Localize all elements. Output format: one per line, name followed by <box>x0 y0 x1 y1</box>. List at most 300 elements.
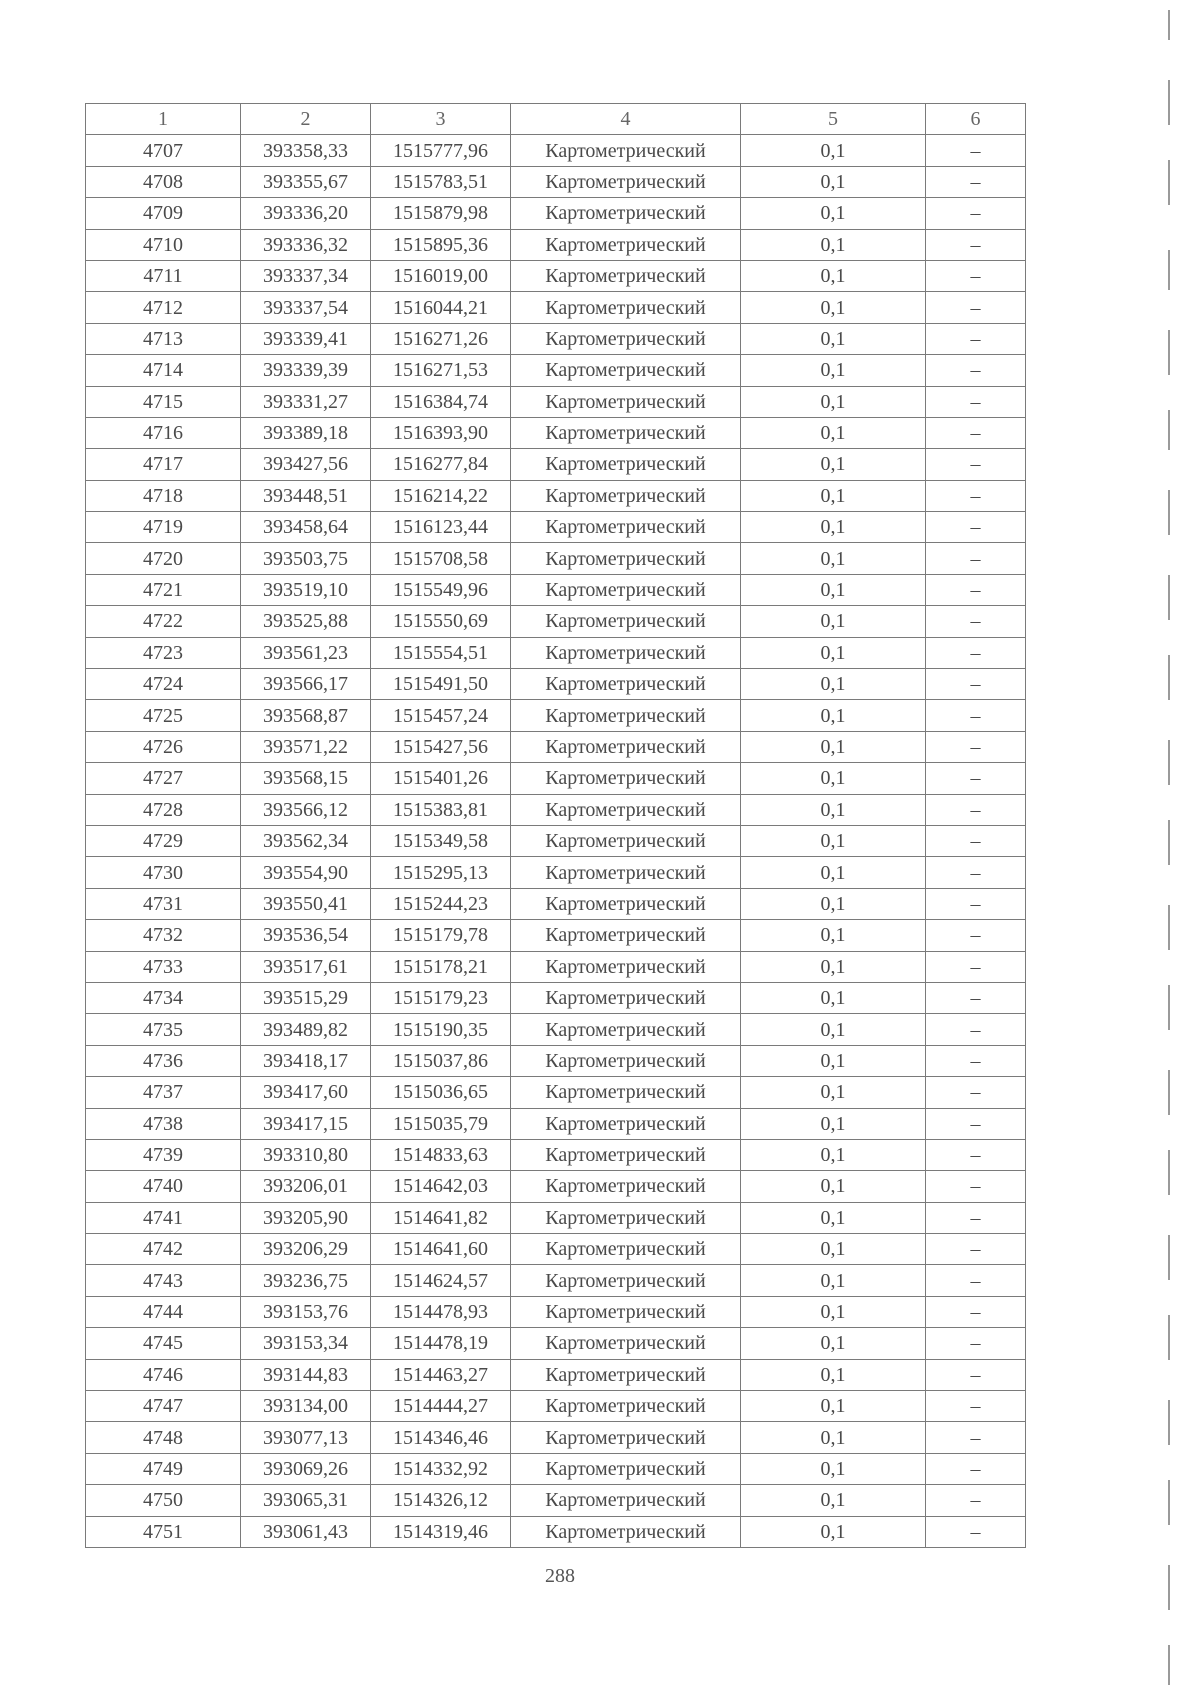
accuracy-cell: 0,1 <box>741 292 926 323</box>
coord-x-cell: 393339,41 <box>241 323 371 354</box>
scan-mark <box>1168 985 1170 1030</box>
header-cell-6: 6 <box>926 104 1026 135</box>
note-cell: – <box>926 1391 1026 1422</box>
table-row <box>86 1234 1026 1265</box>
accuracy-cell: 0,1 <box>741 417 926 448</box>
accuracy-cell: 0,1 <box>741 512 926 543</box>
point-number-cell: 4740 <box>86 1171 241 1202</box>
method-cell: Картометрический <box>511 198 741 229</box>
note-cell: – <box>926 574 1026 605</box>
method-cell: Картометрический <box>511 888 741 919</box>
table-row <box>86 166 1026 197</box>
note-cell: – <box>926 198 1026 229</box>
table-row <box>86 920 1026 951</box>
coord-y-cell: 1515383,81 <box>371 794 511 825</box>
table-row <box>86 700 1026 731</box>
coord-x-cell: 393568,87 <box>241 700 371 731</box>
note-cell: – <box>926 951 1026 982</box>
note-cell: – <box>926 794 1026 825</box>
coord-y-cell: 1514478,19 <box>371 1328 511 1359</box>
table-row <box>86 1171 1026 1202</box>
scan-mark <box>1168 575 1170 620</box>
coord-x-cell: 393065,31 <box>241 1485 371 1516</box>
note-cell: – <box>926 982 1026 1013</box>
accuracy-cell: 0,1 <box>741 166 926 197</box>
table-row <box>86 1391 1026 1422</box>
method-cell: Картометрический <box>511 292 741 323</box>
coord-x-cell: 393337,34 <box>241 260 371 291</box>
accuracy-cell: 0,1 <box>741 888 926 919</box>
table-row <box>86 731 1026 762</box>
coord-y-cell: 1516044,21 <box>371 292 511 323</box>
method-cell: Картометрический <box>511 355 741 386</box>
point-number-cell: 4749 <box>86 1453 241 1484</box>
coord-y-cell: 1515035,79 <box>371 1108 511 1139</box>
coord-y-cell: 1514624,57 <box>371 1265 511 1296</box>
point-number-cell: 4715 <box>86 386 241 417</box>
accuracy-cell: 0,1 <box>741 1453 926 1484</box>
table-row <box>86 637 1026 668</box>
coord-y-cell: 1514326,12 <box>371 1485 511 1516</box>
method-cell: Картометрический <box>511 166 741 197</box>
coord-x-cell: 393525,88 <box>241 606 371 637</box>
coord-x-cell: 393571,22 <box>241 731 371 762</box>
coord-x-cell: 393568,15 <box>241 763 371 794</box>
accuracy-cell: 0,1 <box>741 1045 926 1076</box>
accuracy-cell: 0,1 <box>741 982 926 1013</box>
coord-y-cell: 1516271,26 <box>371 323 511 354</box>
method-cell: Картометрический <box>511 449 741 480</box>
point-number-cell: 4747 <box>86 1391 241 1422</box>
coord-x-cell: 393358,33 <box>241 135 371 166</box>
accuracy-cell: 0,1 <box>741 794 926 825</box>
coord-y-cell: 1515190,35 <box>371 1014 511 1045</box>
coord-x-cell: 393206,01 <box>241 1171 371 1202</box>
header-cell-4: 4 <box>511 104 741 135</box>
point-number-cell: 4716 <box>86 417 241 448</box>
point-number-cell: 4738 <box>86 1108 241 1139</box>
table-row <box>86 1296 1026 1327</box>
note-cell: – <box>926 1328 1026 1359</box>
accuracy-cell: 0,1 <box>741 198 926 229</box>
accuracy-cell: 0,1 <box>741 1265 926 1296</box>
point-number-cell: 4710 <box>86 229 241 260</box>
scan-mark <box>1168 1480 1170 1525</box>
point-number-cell: 4709 <box>86 198 241 229</box>
coord-y-cell: 1516277,84 <box>371 449 511 480</box>
method-cell: Картометрический <box>511 135 741 166</box>
note-cell: – <box>926 386 1026 417</box>
method-cell: Картометрический <box>511 1171 741 1202</box>
point-number-cell: 4720 <box>86 543 241 574</box>
accuracy-cell: 0,1 <box>741 606 926 637</box>
coord-x-cell: 393458,64 <box>241 512 371 543</box>
accuracy-cell: 0,1 <box>741 1077 926 1108</box>
accuracy-cell: 0,1 <box>741 1485 926 1516</box>
note-cell: – <box>926 449 1026 480</box>
accuracy-cell: 0,1 <box>741 637 926 668</box>
scan-mark <box>1168 250 1170 290</box>
header-cell-5: 5 <box>741 104 926 135</box>
method-cell: Картометрический <box>511 731 741 762</box>
coord-y-cell: 1516214,22 <box>371 480 511 511</box>
point-number-cell: 4727 <box>86 763 241 794</box>
point-number-cell: 4748 <box>86 1422 241 1453</box>
method-cell: Картометрический <box>511 1296 741 1327</box>
header-row <box>86 104 1026 135</box>
coord-x-cell: 393236,75 <box>241 1265 371 1296</box>
method-cell: Картометрический <box>511 1328 741 1359</box>
accuracy-cell: 0,1 <box>741 731 926 762</box>
coord-x-cell: 393554,90 <box>241 857 371 888</box>
coord-y-cell: 1515491,50 <box>371 669 511 700</box>
table-row <box>86 606 1026 637</box>
coord-x-cell: 393566,17 <box>241 669 371 700</box>
point-number-cell: 4743 <box>86 1265 241 1296</box>
coord-y-cell: 1516393,90 <box>371 417 511 448</box>
accuracy-cell: 0,1 <box>741 449 926 480</box>
table-row <box>86 1108 1026 1139</box>
scan-mark <box>1168 1400 1170 1445</box>
table-row <box>86 1328 1026 1359</box>
note-cell: – <box>926 417 1026 448</box>
accuracy-cell: 0,1 <box>741 135 926 166</box>
method-cell: Картометрический <box>511 386 741 417</box>
method-cell: Картометрический <box>511 512 741 543</box>
header-cell-2: 2 <box>241 104 371 135</box>
coord-x-cell: 393355,67 <box>241 166 371 197</box>
point-number-cell: 4725 <box>86 700 241 731</box>
point-number-cell: 4739 <box>86 1139 241 1170</box>
note-cell: – <box>926 1453 1026 1484</box>
coord-y-cell: 1515036,65 <box>371 1077 511 1108</box>
note-cell: – <box>926 888 1026 919</box>
table-row <box>86 386 1026 417</box>
table-header <box>86 104 1026 135</box>
coordinates-table <box>85 103 1026 1548</box>
scan-mark <box>1168 905 1170 950</box>
point-number-cell: 4718 <box>86 480 241 511</box>
method-cell: Картометрический <box>511 982 741 1013</box>
note-cell: – <box>926 920 1026 951</box>
coord-y-cell: 1514463,27 <box>371 1359 511 1390</box>
accuracy-cell: 0,1 <box>741 920 926 951</box>
accuracy-cell: 0,1 <box>741 1328 926 1359</box>
note-cell: – <box>926 1171 1026 1202</box>
table-row <box>86 982 1026 1013</box>
header-cell-1: 1 <box>86 104 241 135</box>
table-row <box>86 480 1026 511</box>
accuracy-cell: 0,1 <box>741 1202 926 1233</box>
table-row <box>86 260 1026 291</box>
coord-x-cell: 393134,00 <box>241 1391 371 1422</box>
method-cell: Картометрический <box>511 260 741 291</box>
coord-x-cell: 393519,10 <box>241 574 371 605</box>
point-number-cell: 4711 <box>86 260 241 291</box>
coord-x-cell: 393418,17 <box>241 1045 371 1076</box>
scan-mark <box>1168 1315 1170 1360</box>
table-row <box>86 1202 1026 1233</box>
table-row <box>86 449 1026 480</box>
point-number-cell: 4745 <box>86 1328 241 1359</box>
accuracy-cell: 0,1 <box>741 857 926 888</box>
accuracy-cell: 0,1 <box>741 1171 926 1202</box>
coord-y-cell: 1515554,51 <box>371 637 511 668</box>
table-row <box>86 1014 1026 1045</box>
coord-y-cell: 1515295,13 <box>371 857 511 888</box>
coord-x-cell: 393417,15 <box>241 1108 371 1139</box>
accuracy-cell: 0,1 <box>741 825 926 856</box>
table-row <box>86 198 1026 229</box>
point-number-cell: 4730 <box>86 857 241 888</box>
point-number-cell: 4713 <box>86 323 241 354</box>
coord-x-cell: 393448,51 <box>241 480 371 511</box>
coord-y-cell: 1515549,96 <box>371 574 511 605</box>
coord-y-cell: 1514641,60 <box>371 1234 511 1265</box>
page-number: 288 <box>545 1565 575 1587</box>
point-number-cell: 4708 <box>86 166 241 197</box>
table-row <box>86 1422 1026 1453</box>
note-cell: – <box>926 1045 1026 1076</box>
coord-x-cell: 393427,56 <box>241 449 371 480</box>
accuracy-cell: 0,1 <box>741 1108 926 1139</box>
point-number-cell: 4717 <box>86 449 241 480</box>
point-number-cell: 4729 <box>86 825 241 856</box>
point-number-cell: 4737 <box>86 1077 241 1108</box>
table-row <box>86 763 1026 794</box>
table-row <box>86 888 1026 919</box>
accuracy-cell: 0,1 <box>741 480 926 511</box>
coord-x-cell: 393503,75 <box>241 543 371 574</box>
scan-mark <box>1168 1235 1170 1280</box>
coord-x-cell: 393205,90 <box>241 1202 371 1233</box>
coord-y-cell: 1514478,93 <box>371 1296 511 1327</box>
method-cell: Картометрический <box>511 1359 741 1390</box>
coord-y-cell: 1514444,27 <box>371 1391 511 1422</box>
point-number-cell: 4714 <box>86 355 241 386</box>
method-cell: Картометрический <box>511 1265 741 1296</box>
table-row <box>86 135 1026 166</box>
table-row <box>86 574 1026 605</box>
coord-x-cell: 393566,12 <box>241 794 371 825</box>
accuracy-cell: 0,1 <box>741 763 926 794</box>
coord-y-cell: 1515037,86 <box>371 1045 511 1076</box>
accuracy-cell: 0,1 <box>741 1014 926 1045</box>
note-cell: – <box>926 857 1026 888</box>
point-number-cell: 4736 <box>86 1045 241 1076</box>
coord-y-cell: 1516384,74 <box>371 386 511 417</box>
coord-y-cell: 1516271,53 <box>371 355 511 386</box>
note-cell: – <box>926 260 1026 291</box>
coord-x-cell: 393517,61 <box>241 951 371 982</box>
coord-y-cell: 1515895,36 <box>371 229 511 260</box>
coord-y-cell: 1514642,03 <box>371 1171 511 1202</box>
note-cell: – <box>926 1485 1026 1516</box>
coord-y-cell: 1515427,56 <box>371 731 511 762</box>
point-number-cell: 4734 <box>86 982 241 1013</box>
accuracy-cell: 0,1 <box>741 1391 926 1422</box>
note-cell: – <box>926 355 1026 386</box>
method-cell: Картометрический <box>511 480 741 511</box>
method-cell: Картометрический <box>511 1234 741 1265</box>
method-cell: Картометрический <box>511 543 741 574</box>
note-cell: – <box>926 731 1026 762</box>
method-cell: Картометрический <box>511 763 741 794</box>
point-number-cell: 4724 <box>86 669 241 700</box>
coord-y-cell: 1515179,78 <box>371 920 511 951</box>
point-number-cell: 4746 <box>86 1359 241 1390</box>
method-cell: Картометрический <box>511 574 741 605</box>
note-cell: – <box>926 763 1026 794</box>
method-cell: Картометрический <box>511 700 741 731</box>
point-number-cell: 4719 <box>86 512 241 543</box>
coord-y-cell: 1516123,44 <box>371 512 511 543</box>
point-number-cell: 4731 <box>86 888 241 919</box>
point-number-cell: 4707 <box>86 135 241 166</box>
scan-mark <box>1168 490 1170 535</box>
accuracy-cell: 0,1 <box>741 1422 926 1453</box>
method-cell: Картометрический <box>511 1202 741 1233</box>
table-row <box>86 229 1026 260</box>
table-row <box>86 1265 1026 1296</box>
accuracy-cell: 0,1 <box>741 951 926 982</box>
scan-mark <box>1168 820 1170 865</box>
coord-y-cell: 1515401,26 <box>371 763 511 794</box>
note-cell: – <box>926 1202 1026 1233</box>
method-cell: Картометрический <box>511 1108 741 1139</box>
note-cell: – <box>926 1359 1026 1390</box>
coord-y-cell: 1515783,51 <box>371 166 511 197</box>
method-cell: Картометрический <box>511 417 741 448</box>
accuracy-cell: 0,1 <box>741 323 926 354</box>
accuracy-cell: 0,1 <box>741 260 926 291</box>
point-number-cell: 4723 <box>86 637 241 668</box>
coord-x-cell: 393069,26 <box>241 1453 371 1484</box>
method-cell: Картометрический <box>511 1485 741 1516</box>
method-cell: Картометрический <box>511 1391 741 1422</box>
method-cell: Картометрический <box>511 1139 741 1170</box>
coord-x-cell: 393417,60 <box>241 1077 371 1108</box>
coord-y-cell: 1515179,23 <box>371 982 511 1013</box>
accuracy-cell: 0,1 <box>741 543 926 574</box>
method-cell: Картометрический <box>511 1516 741 1547</box>
method-cell: Картометрический <box>511 951 741 982</box>
coord-y-cell: 1515777,96 <box>371 135 511 166</box>
scan-mark <box>1168 10 1170 40</box>
coord-x-cell: 393153,34 <box>241 1328 371 1359</box>
method-cell: Картометрический <box>511 229 741 260</box>
scan-mark <box>1168 160 1170 205</box>
point-number-cell: 4741 <box>86 1202 241 1233</box>
note-cell: – <box>926 637 1026 668</box>
coord-x-cell: 393336,32 <box>241 229 371 260</box>
scan-mark <box>1168 410 1170 450</box>
accuracy-cell: 0,1 <box>741 386 926 417</box>
note-cell: – <box>926 1296 1026 1327</box>
note-cell: – <box>926 512 1026 543</box>
table-row <box>86 512 1026 543</box>
point-number-cell: 4728 <box>86 794 241 825</box>
coord-x-cell: 393515,29 <box>241 982 371 1013</box>
table-row <box>86 1453 1026 1484</box>
method-cell: Картометрический <box>511 606 741 637</box>
coord-x-cell: 393389,18 <box>241 417 371 448</box>
table-row <box>86 1359 1026 1390</box>
accuracy-cell: 0,1 <box>741 669 926 700</box>
method-cell: Картометрический <box>511 323 741 354</box>
table-row <box>86 292 1026 323</box>
note-cell: – <box>926 480 1026 511</box>
note-cell: – <box>926 166 1026 197</box>
scan-mark <box>1168 740 1170 785</box>
header-cell-3: 3 <box>371 104 511 135</box>
coord-x-cell: 393339,39 <box>241 355 371 386</box>
method-cell: Картометрический <box>511 669 741 700</box>
table-row <box>86 323 1026 354</box>
note-cell: – <box>926 825 1026 856</box>
point-number-cell: 4735 <box>86 1014 241 1045</box>
table-row <box>86 794 1026 825</box>
note-cell: – <box>926 323 1026 354</box>
scan-mark <box>1168 330 1170 375</box>
coord-x-cell: 393153,76 <box>241 1296 371 1327</box>
method-cell: Картометрический <box>511 1422 741 1453</box>
coord-y-cell: 1514641,82 <box>371 1202 511 1233</box>
note-cell: – <box>926 1234 1026 1265</box>
accuracy-cell: 0,1 <box>741 355 926 386</box>
method-cell: Картометрический <box>511 1453 741 1484</box>
point-number-cell: 4744 <box>86 1296 241 1327</box>
note-cell: – <box>926 1516 1026 1547</box>
method-cell: Картометрический <box>511 1077 741 1108</box>
accuracy-cell: 0,1 <box>741 1139 926 1170</box>
coord-x-cell: 393337,54 <box>241 292 371 323</box>
coord-x-cell: 393144,83 <box>241 1359 371 1390</box>
coord-y-cell: 1514332,92 <box>371 1453 511 1484</box>
coord-y-cell: 1515457,24 <box>371 700 511 731</box>
accuracy-cell: 0,1 <box>741 1234 926 1265</box>
table-row <box>86 1516 1026 1547</box>
coord-y-cell: 1514833,63 <box>371 1139 511 1170</box>
coord-x-cell: 393331,27 <box>241 386 371 417</box>
note-cell: – <box>926 1108 1026 1139</box>
scan-mark <box>1168 1645 1170 1685</box>
coord-y-cell: 1515550,69 <box>371 606 511 637</box>
coord-x-cell: 393489,82 <box>241 1014 371 1045</box>
note-cell: – <box>926 606 1026 637</box>
point-number-cell: 4742 <box>86 1234 241 1265</box>
accuracy-cell: 0,1 <box>741 1296 926 1327</box>
method-cell: Картометрический <box>511 1014 741 1045</box>
accuracy-cell: 0,1 <box>741 574 926 605</box>
table-row <box>86 1045 1026 1076</box>
coord-x-cell: 393561,23 <box>241 637 371 668</box>
note-cell: – <box>926 1139 1026 1170</box>
table-row <box>86 1077 1026 1108</box>
note-cell: – <box>926 229 1026 260</box>
accuracy-cell: 0,1 <box>741 1516 926 1547</box>
table-body <box>86 135 1026 1548</box>
point-number-cell: 4722 <box>86 606 241 637</box>
point-number-cell: 4732 <box>86 920 241 951</box>
table-row <box>86 1139 1026 1170</box>
accuracy-cell: 0,1 <box>741 700 926 731</box>
table-row <box>86 669 1026 700</box>
table-row <box>86 951 1026 982</box>
note-cell: – <box>926 135 1026 166</box>
coord-x-cell: 393077,13 <box>241 1422 371 1453</box>
table-row <box>86 1485 1026 1516</box>
